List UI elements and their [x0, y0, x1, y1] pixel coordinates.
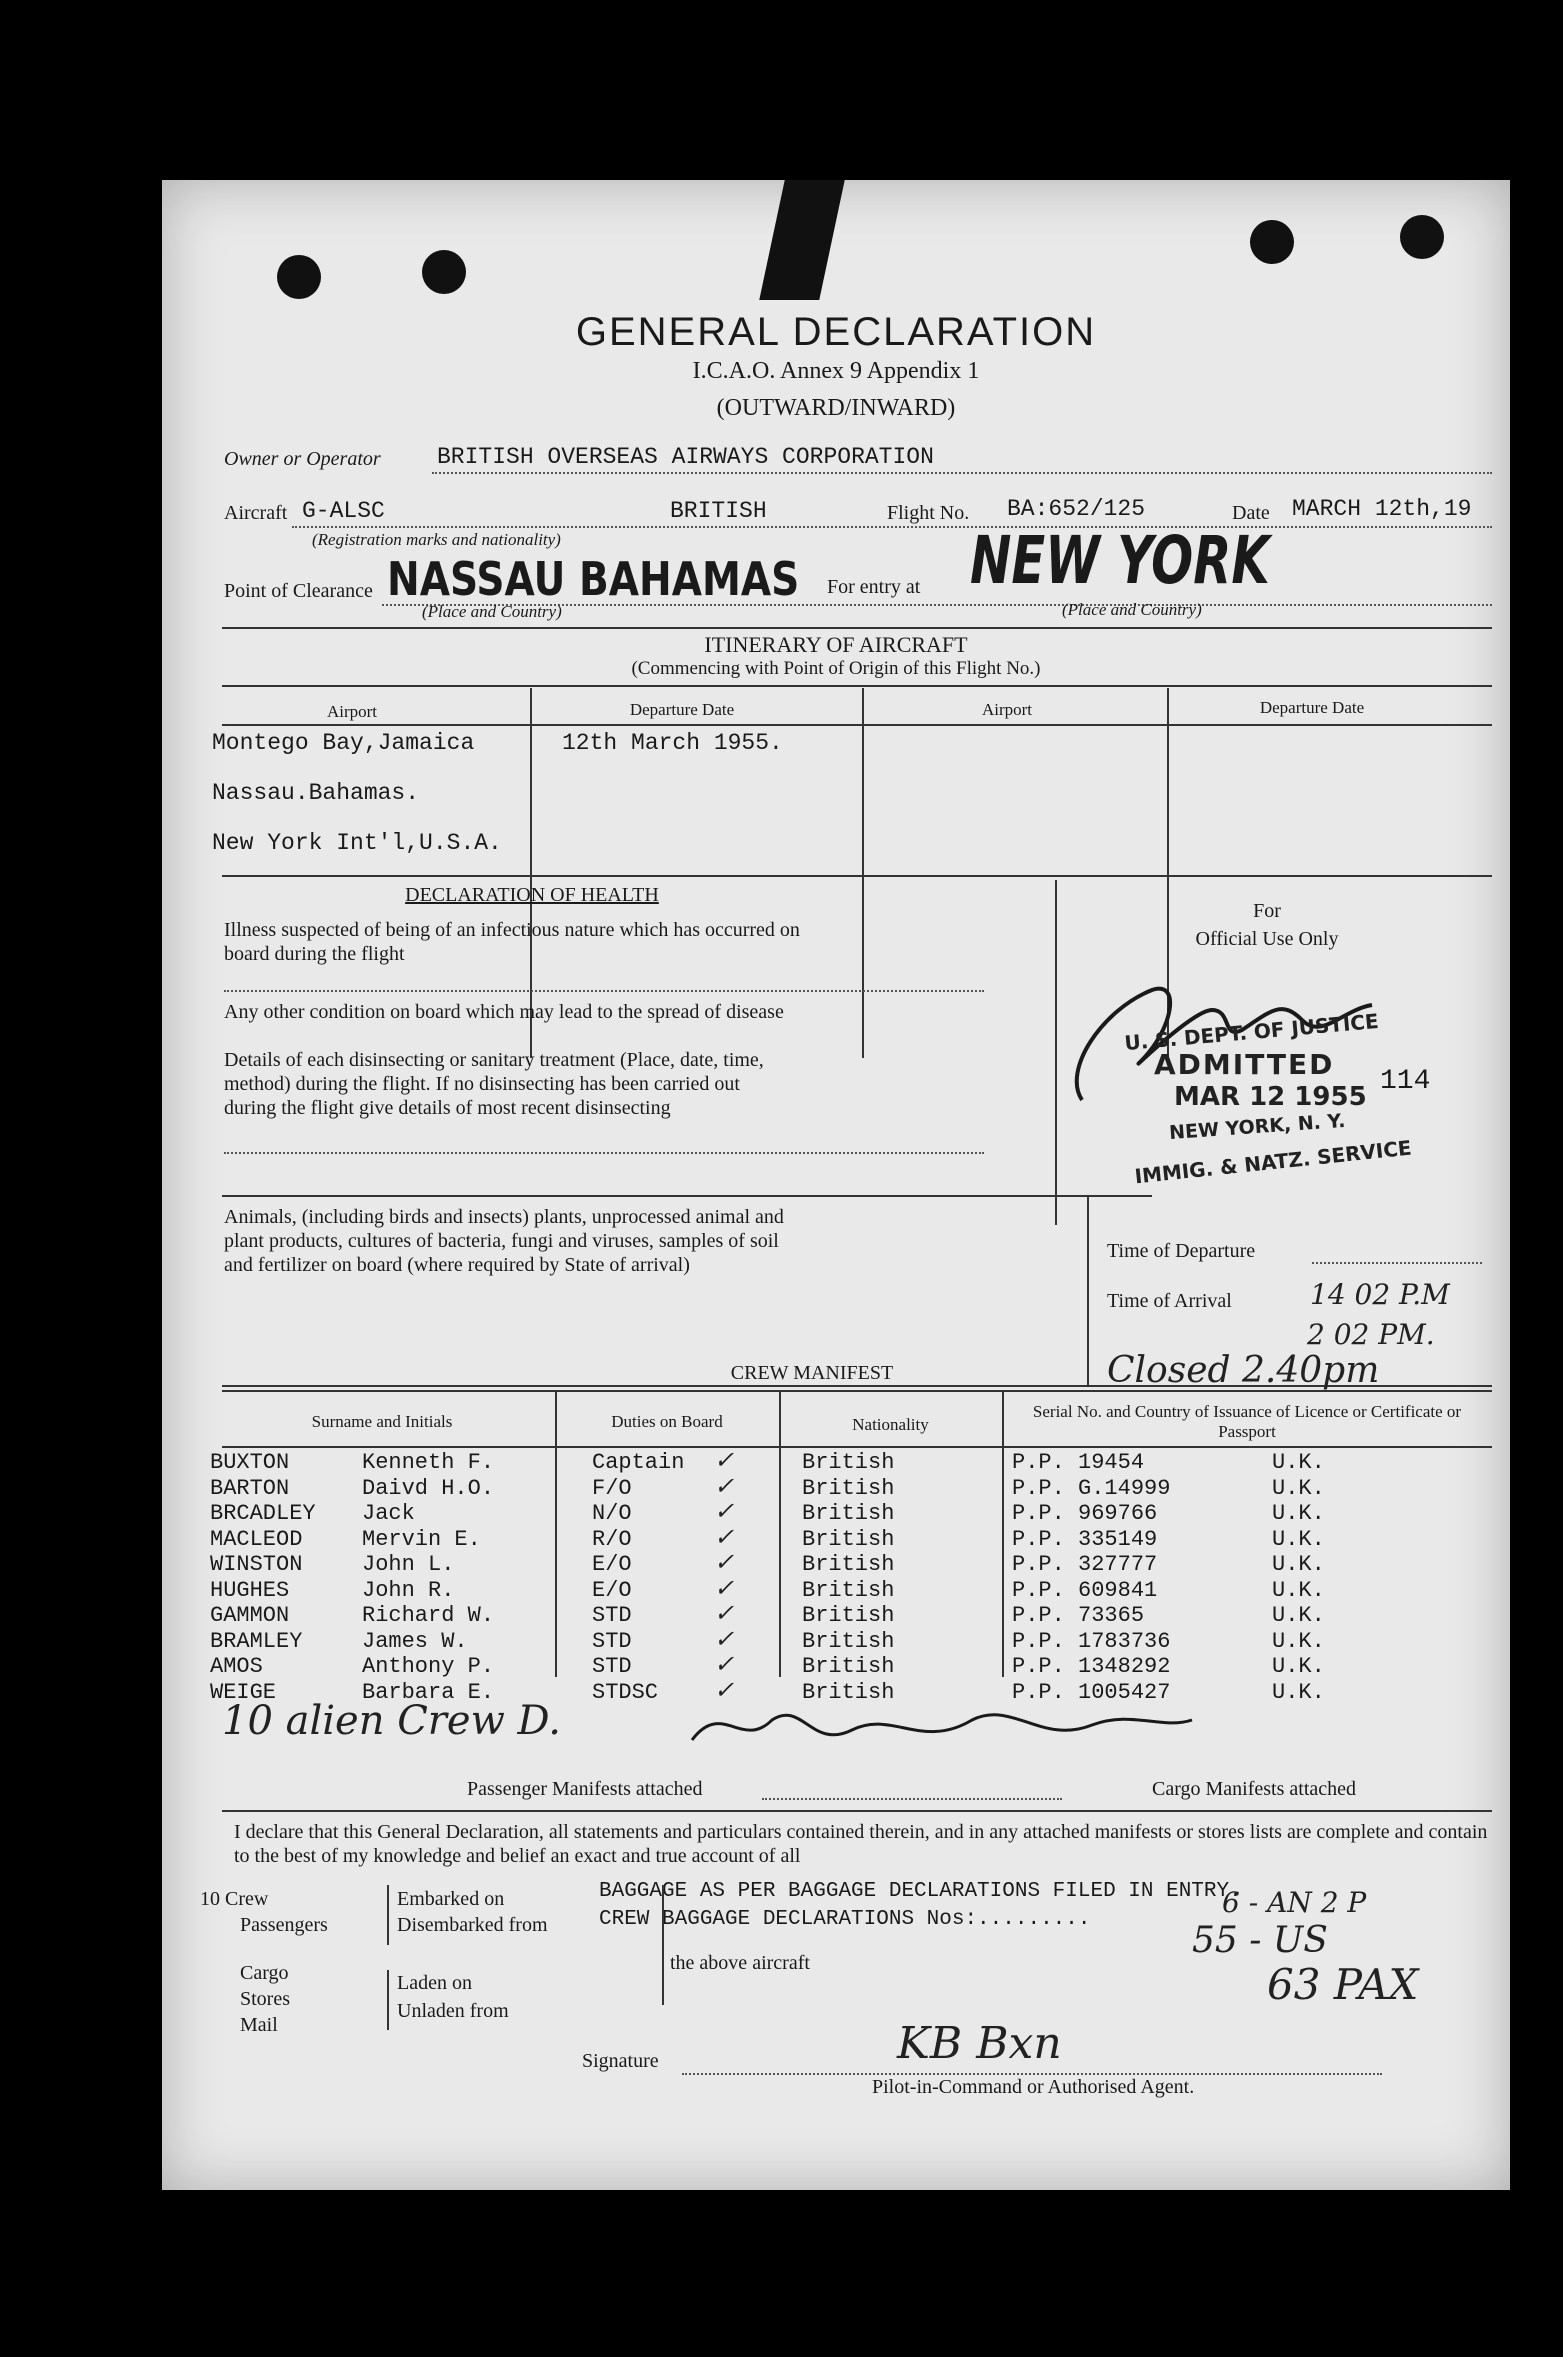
crew-surname: MACLEOD: [210, 1526, 303, 1552]
crew-nationality: British: [802, 1475, 895, 1501]
crew-serial: P.P. 19454: [1012, 1450, 1145, 1475]
stamp-line-5: IMMIG. & NATZ. SERVICE: [1133, 1135, 1413, 1189]
itinerary-title: ITINERARY OF AIRCRAFT: [704, 632, 968, 657]
crew-initials: John R.: [362, 1577, 455, 1603]
arrival-time-value-1: 14 02 P.M: [1310, 1278, 1450, 1311]
aircraft-label: Aircraft: [224, 502, 288, 524]
check-mark-icon: ✓: [714, 1675, 735, 1704]
crew-surname: BRCADLEY: [210, 1501, 316, 1526]
form-title: GENERAL DECLARATION: [575, 310, 1097, 354]
crew-initials: Anthony P.: [362, 1654, 495, 1679]
col-surname: Surname and Initials: [311, 1412, 453, 1431]
admitted-stamp: [1123, 1008, 1494, 1220]
date-label: Date: [1232, 502, 1270, 524]
owner-label: Owner or Operator: [224, 448, 381, 470]
check-mark-icon: ✓: [714, 1573, 735, 1602]
crew-initials: Mervin E.: [362, 1526, 481, 1552]
stamp-line-2: ADMITTED: [1154, 1048, 1335, 1081]
check-mark-icon: ✓: [714, 1497, 735, 1525]
crew-country: U.K.: [1272, 1526, 1325, 1552]
crew-duty: F/O: [592, 1475, 632, 1501]
crew-serial: P.P. 609841: [1012, 1577, 1158, 1603]
official-number: 114: [1380, 1066, 1431, 1097]
handwritten-count-2: 55 - US: [1192, 1920, 1328, 1961]
departure-time-label: Time of Departure: [1107, 1240, 1256, 1262]
handwritten-pax-total: 63 PAX: [1267, 1960, 1419, 2009]
crew-surname: BRAMLEY: [210, 1628, 303, 1654]
cargo-manifest-label: Cargo Manifests attached: [1152, 1778, 1357, 1800]
crew-duty: STDSC: [592, 1679, 659, 1705]
crew-duty: E/O: [592, 1577, 632, 1603]
stamp-line-3: MAR 12 1955: [1174, 1082, 1367, 1112]
crew-serial: P.P. 1783736: [1012, 1628, 1171, 1654]
crew-serial: P.P. 1348292: [1012, 1654, 1171, 1679]
crew-duty: STD: [592, 1603, 632, 1628]
check-mark-icon: ✓: [714, 1446, 735, 1474]
itinerary-subtitle: (Commencing with Point of Origin of this Flight No.): [631, 658, 1041, 679]
itinerary-date-1: 12th March 1955.: [562, 730, 783, 756]
clearance-label: Point of Clearance: [224, 580, 373, 602]
crew-surname: BARTON: [210, 1475, 290, 1501]
declaration-form: [162, 180, 1510, 2190]
health-q1: Illness suspected of being of an infectious nature which has occurred on board during the flight: [224, 919, 800, 965]
cargo-label: Cargo: [240, 1962, 289, 1984]
crew-serial: P.P. G.14999: [1012, 1475, 1171, 1501]
crew-country: U.K.: [1272, 1679, 1325, 1705]
health-q3: Details of each disinsecting or sanitary treatment (Place, date, time, method) during the flight. If no disinsecting has been carried out during the flight give details of most recent disinsecting: [224, 1049, 764, 1119]
itinerary-airport-1: Montego Bay,Jamaica: [212, 730, 475, 756]
laden-label: Laden on: [397, 1972, 472, 1994]
date-value: MARCH 12th,19: [1292, 496, 1472, 522]
above-aircraft-label: the above aircraft: [670, 1952, 810, 1974]
crew-serial: P.P. 73365: [1012, 1603, 1145, 1628]
crew-initials: Kenneth F.: [362, 1450, 495, 1475]
col-airport: Airport: [326, 702, 378, 721]
crew-country: U.K.: [1272, 1654, 1325, 1679]
unladen-label: Unladen from: [397, 2000, 509, 2022]
stamp-line-1: U. S. DEPT. OF JUSTICE: [1123, 1008, 1380, 1056]
baggage-line-1: BAGGAGE AS PER BAGGAGE DECLARATIONS FILED IN ENTRY.: [599, 1880, 1242, 1903]
mail-label: Mail: [240, 2014, 278, 2036]
signature-label: Signature: [582, 2050, 659, 2072]
crew-duty: Captain: [592, 1450, 685, 1475]
form-annex: I.C.A.O. Annex 9 Appendix 1: [692, 358, 980, 384]
crew-country: U.K.: [1272, 1577, 1325, 1603]
crew-country: U.K.: [1272, 1501, 1325, 1526]
crew-duty: R/O: [592, 1526, 632, 1552]
crew-nationality: British: [802, 1654, 895, 1679]
crew-nationality: British: [802, 1628, 895, 1654]
crew-nationality: British: [802, 1679, 895, 1705]
entry-caption: (Place and Country): [1062, 600, 1202, 619]
entry-value: NEW YORK: [970, 522, 1270, 599]
itinerary-airport-3: New York Int'l,U.S.A.: [212, 830, 502, 856]
entry-label: For entry at: [827, 576, 921, 598]
crew-duty: STD: [592, 1654, 632, 1679]
embarked-label: Embarked on: [397, 1888, 505, 1910]
crew-duty: STD: [592, 1628, 632, 1654]
passenger-manifest-label: Passenger Manifests attached: [467, 1778, 703, 1800]
col-airport-2: Airport: [981, 700, 1033, 719]
health-q2: Any other condition on board which may lead to the spread of disease: [224, 1001, 784, 1023]
form-direction: (OUTWARD/INWARD): [716, 395, 956, 421]
arrival-time-value-2: 2 02 PM.: [1307, 1318, 1435, 1351]
crew-country: U.K.: [1272, 1603, 1325, 1628]
crew-nationality: British: [802, 1526, 895, 1552]
crew-signature-scrawl: [682, 1690, 1202, 1760]
flight-value: BA:652/125: [1007, 496, 1146, 522]
punch-hole: [1250, 220, 1294, 264]
pilot-signature: KB Bxn: [897, 2018, 1062, 2069]
signature-caption: Pilot-in-Command or Authorised Agent.: [872, 2076, 1195, 2098]
crew-duty: E/O: [592, 1552, 632, 1577]
crew-initials: Barbara E.: [362, 1679, 495, 1705]
stores-label: Stores: [240, 1988, 290, 2010]
crew-serial: P.P. 335149: [1012, 1526, 1158, 1552]
crew-serial: P.P. 327777: [1012, 1552, 1158, 1577]
crew-count-label: 10 Crew: [200, 1888, 269, 1910]
crew-surname: GAMMON: [210, 1603, 290, 1628]
health-q4: Animals, (including birds and insects) plants, unprocessed animal and plant products, cultures of bacteria, fungi and viruses, samples of soil and fertilizer on board (where required by State of arrival): [224, 1206, 784, 1276]
crew-nationality: British: [802, 1603, 895, 1628]
passengers-label: Passengers: [240, 1914, 328, 1936]
crew-initials: Jack: [362, 1501, 415, 1526]
punch-hole: [1400, 215, 1444, 259]
crew-title: CREW MANIFEST: [730, 1362, 894, 1384]
col-serial: Serial No. and Country of Issuance of Licence or Certificate or Passport: [1032, 1402, 1462, 1441]
flight-label: Flight No.: [887, 502, 970, 524]
check-mark-icon: ✓: [714, 1599, 735, 1627]
handwritten-count-1: 6 - AN 2 P: [1222, 1886, 1367, 1919]
aircraft-nationality: BRITISH: [670, 498, 767, 524]
crew-initials: John L.: [362, 1552, 455, 1577]
col-duties: Duties on Board: [611, 1412, 723, 1431]
declaration-text: I declare that this General Declaration, all statements and particulars contained therein, and in any attached manifests or stores lists are complete and contain to the best of my knowledge and belief an exact and true account of all: [234, 1821, 1488, 1867]
crew-country: U.K.: [1272, 1628, 1325, 1654]
check-mark-icon: ✓: [714, 1522, 735, 1551]
arrival-time-label: Time of Arrival: [1107, 1290, 1232, 1312]
baggage-line-2: CREW BAGGAGE DECLARATIONS Nos:.........: [599, 1908, 1091, 1931]
crew-nationality: British: [802, 1450, 895, 1475]
crew-initials: James W.: [362, 1628, 468, 1654]
registration-caption: (Registration marks and nationality): [312, 530, 561, 549]
clearance-caption: (Place and Country): [422, 602, 562, 621]
punch-hole: [422, 250, 466, 294]
col-departure: Departure Date: [629, 700, 735, 719]
crew-serial: P.P. 1005427: [1012, 1679, 1171, 1705]
check-mark-icon: ✓: [714, 1471, 735, 1500]
check-mark-icon: ✓: [714, 1650, 735, 1678]
crew-country: U.K.: [1272, 1475, 1325, 1501]
clearance-value: NASSAU BAHAMAS: [387, 552, 800, 606]
check-mark-icon: ✓: [714, 1624, 735, 1653]
crew-nationality: British: [802, 1577, 895, 1603]
health-title: DECLARATION OF HEALTH: [405, 884, 659, 906]
crew-country: U.K.: [1272, 1552, 1325, 1577]
disembarked-label: Disembarked from: [397, 1914, 548, 1936]
crew-nationality: British: [802, 1552, 895, 1577]
crew-initials: Daivd H.O.: [362, 1475, 495, 1501]
col-nationality: Nationality: [852, 1415, 929, 1434]
stamp-line-4: NEW YORK, N. Y.: [1168, 1109, 1346, 1145]
crew-closed-note: Closed 2.40pm: [1107, 1350, 1380, 1391]
official-title-2: Official Use Only: [1195, 928, 1339, 950]
official-title-1: For: [1253, 900, 1281, 922]
crew-duty: N/O: [592, 1501, 632, 1526]
aircraft-registration: G-ALSC: [302, 498, 385, 524]
crew-country: U.K.: [1272, 1450, 1325, 1475]
crew-serial: P.P. 969766: [1012, 1501, 1158, 1526]
crew-surname: WEIGE: [210, 1679, 277, 1705]
itinerary-airport-2: Nassau.Bahamas.: [212, 780, 420, 806]
col-departure-2: Departure Date: [1259, 698, 1365, 717]
check-mark-icon: ✓: [714, 1548, 735, 1576]
punch-hole: [277, 255, 321, 299]
tape-mark: [759, 180, 845, 300]
crew-surname: BUXTON: [210, 1450, 290, 1475]
crew-surname: WINSTON: [210, 1552, 303, 1577]
crew-surname: HUGHES: [210, 1577, 290, 1603]
crew-surname: AMOS: [210, 1654, 263, 1679]
crew-nationality: British: [802, 1501, 895, 1526]
crew-initials: Richard W.: [362, 1603, 495, 1628]
crew-handnote: 10 alien Crew D.: [222, 1698, 561, 1744]
owner-value: BRITISH OVERSEAS AIRWAYS CORPORATION: [437, 444, 934, 470]
